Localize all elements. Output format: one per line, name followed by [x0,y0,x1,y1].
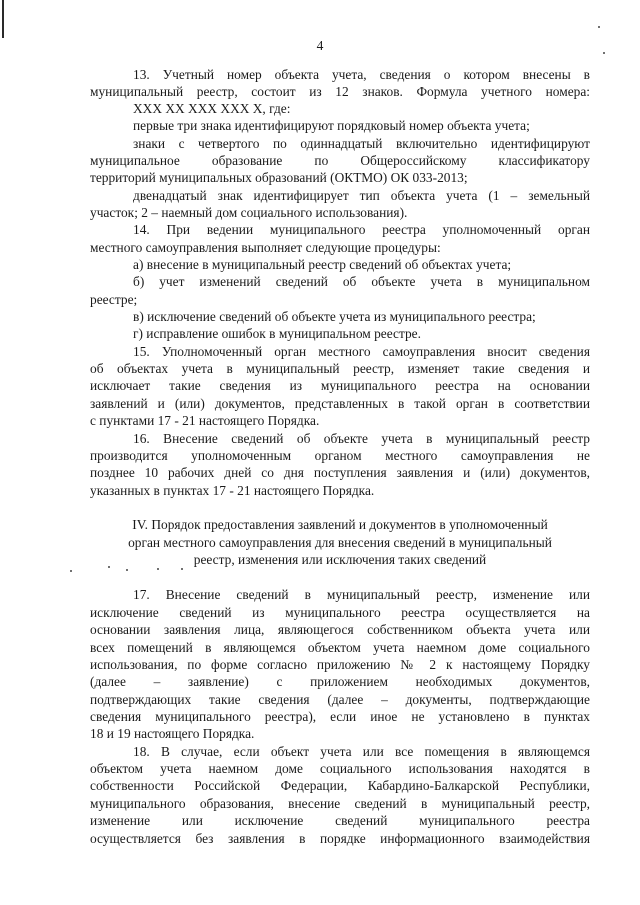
paragraph-17-line: подтверждающих такие сведения (далее – документы, подтверждающие [90,692,590,707]
paragraph-15-line: об объектах учета в муниципальный реестр, изменяет такие сведения и [90,361,590,376]
paragraph-17-line: использования, по форме согласно приложению № 2 к настоящему Порядку [90,657,590,672]
paragraph-13-line: двенадцатый знак идентифицирует тип объекта учета (1 – земельный [133,188,590,203]
paragraph-18-line: муниципального образования, внесение сведений в муниципальный реестр, [90,796,590,811]
paragraph-13-line: участок; 2 – наемный дом социального использования). [90,205,408,220]
procedure-item: г) исправление ошибок в муниципальном реестре. [133,326,421,341]
paragraph-14-line: 14. При ведении муниципального реестра уполномоченный орган [133,222,590,237]
page-number: 4 [316,38,324,53]
paragraph-13-line: знаки с четвертого по одиннадцатый включительно идентифицируют [133,136,590,151]
procedure-item: в) исключение сведений об объекте учета из муниципального реестра; [133,309,536,324]
paragraph-13-line: 13. Учетный номер объекта учета, сведения о котором внесены в [133,67,590,82]
paragraph-17-line: 18 и 19 настоящего Порядка. [90,726,255,741]
procedure-item: а) внесение в муниципальный реестр сведений об объектах учета; [133,257,512,272]
paragraph-15-line: с пунктами 17 - 21 настоящего Порядка. [90,413,320,428]
paragraph-16-line: указанных в пунктах 17 - 21 настоящего Порядка. [90,483,375,498]
paragraph-18-line: собственности Российской Федерации, Кабардино-Балкарской Республики, [90,778,590,793]
paragraph-18-line: осуществляется без заявления в порядке информационного взаимодействия [90,831,590,846]
procedure-item: б) учет изменений сведений об объекте учета в муниципальном [133,274,590,289]
paragraph-17-line: основании заявления лица, являющегося собственником объекта учета или [90,622,590,637]
paragraph-13-line: муниципальный реестр, состоит из 12 знаков. Формула учетного номера: [90,84,590,99]
paragraph-15-line: 15. Уполномоченный орган местного самоуправления вносит сведения [133,344,590,359]
paragraph-16-line: 16. Внесение сведений об объекте учета в муниципальный реестр [133,431,590,446]
paragraph-18-line: 18. В случае, если объект учета или все помещения в являющемся [133,744,590,759]
paragraph-15-line: заявлений и (или) документов, представленных в такой орган в соответствии [90,396,590,411]
paragraph-13-line: муниципальное образование по Общероссийскому классификатору [90,153,590,168]
section-heading-line: орган местного самоуправления для внесения сведений в муниципальный [128,535,552,550]
paragraph-17-line: 17. Внесение сведений в муниципальный реестр, изменение или [133,587,590,602]
scan-speck [598,26,600,28]
paragraph-17-line: всех помещений в являющемся объектом учета наемном доме социального [90,640,590,655]
section-heading-line: реестр, изменения или исключения таких сведений [193,552,487,567]
scan-speck [181,568,183,570]
scan-speck [70,570,72,572]
scan-speck [126,569,128,571]
account-number-formula: XXX XX XXX XXX X, где: [133,101,291,116]
scan-edge-mark [2,0,4,38]
paragraph-13-line: первые три знака идентифицируют порядковый номер объекта учета; [133,118,530,133]
paragraph-18-line: объектом учета наемном доме социального использования находятся в [90,761,590,776]
paragraph-16-line: производится уполномоченным органом местного самоуправления не [90,448,590,463]
paragraph-17-line: сведения муниципального реестра), если иное не установлено в пунктах [90,709,590,724]
paragraph-14-line: местного самоуправления выполняет следующие процедуры: [90,240,441,255]
scan-speck [157,568,159,570]
paragraph-17-line: исключение сведений из муниципального реестра осуществляется на [90,605,590,620]
procedure-item: реестре; [90,292,138,307]
paragraph-17-line: (далее – заявление) с приложением необходимых документов, [90,674,590,689]
paragraph-13-line: территорий муниципальных образований (ОКТМО) ОК 033-2013; [90,170,468,185]
paragraph-15-line: исключает такие сведения из муниципального реестра на основании [90,378,590,393]
paragraph-18-line: изменение или исключение сведений муниципального реестра [90,813,590,828]
section-heading-line: IV. Порядок предоставления заявлений и документов в уполномоченный [132,517,548,532]
paragraph-16-line: позднее 10 рабочих дней со дня поступления заявления и (или) документов, [90,465,590,480]
